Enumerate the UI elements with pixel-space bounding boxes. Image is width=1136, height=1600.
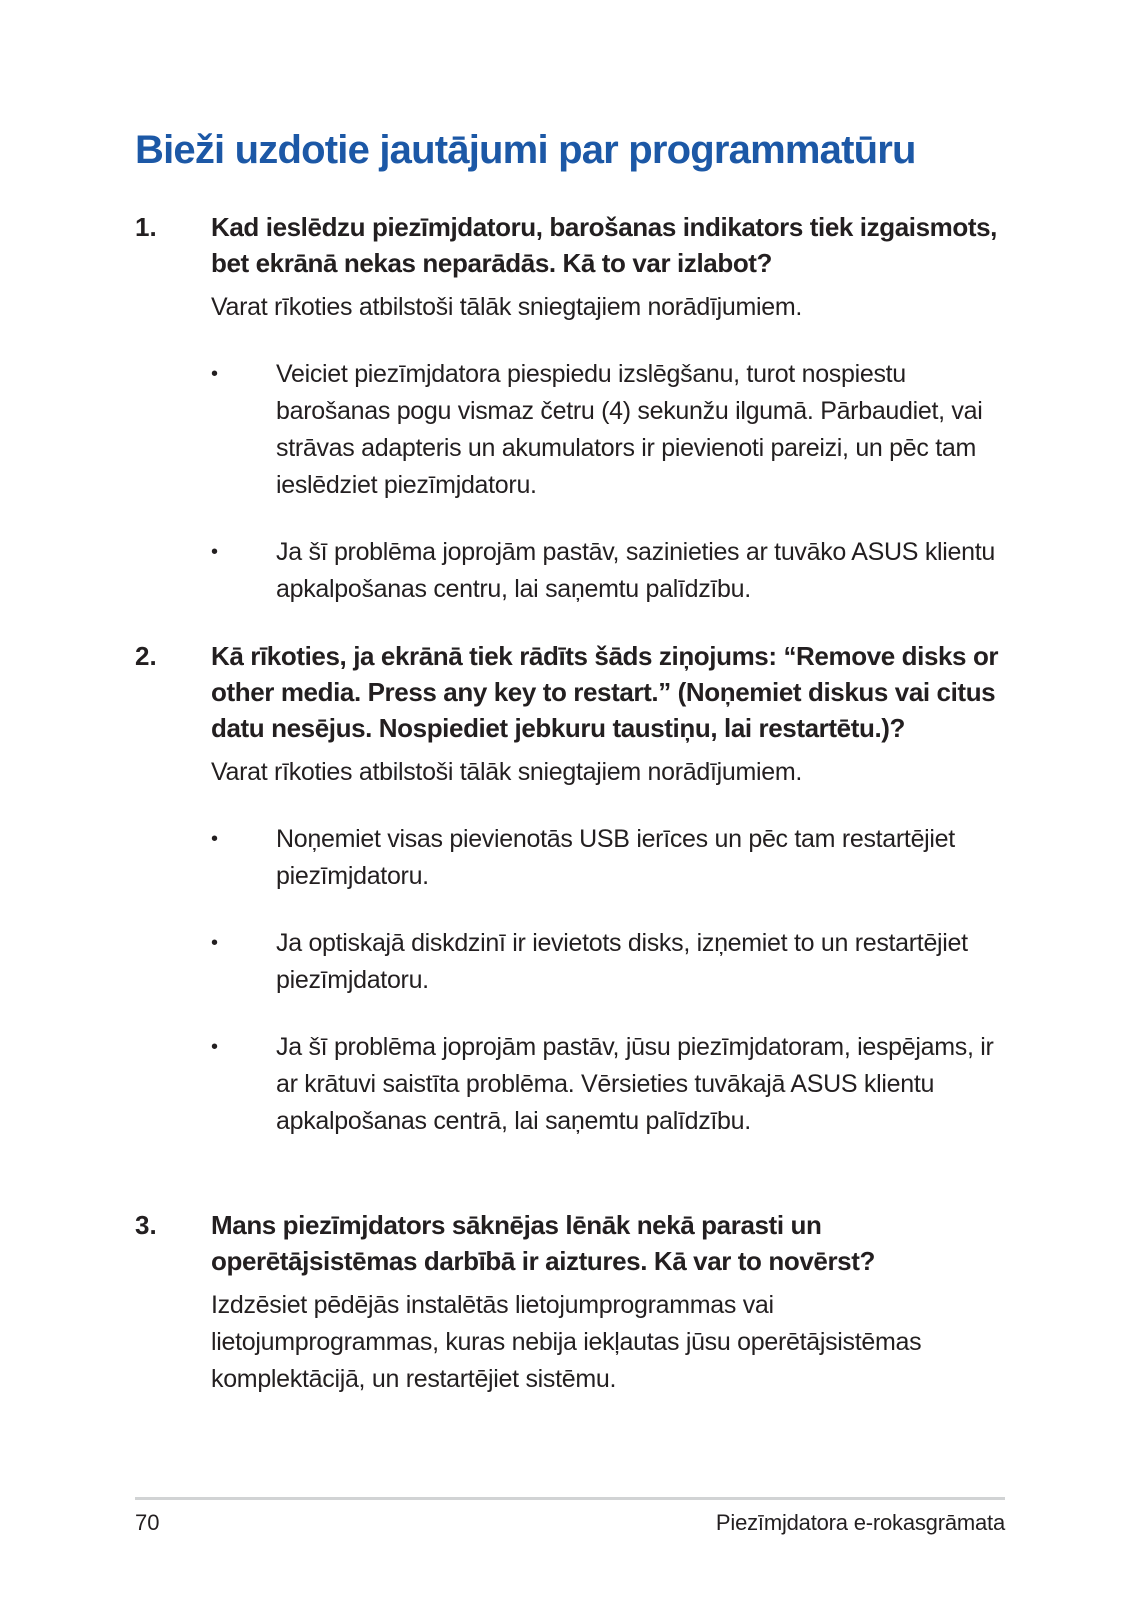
bullet-text: Ja optiskajā diskdzinī ir ievietots disks, izņemiet to un restartējiet piezīmjdatoru. [276, 929, 968, 994]
question-text: Kā rīkoties, ja ekrānā tiek rādīts šāds ziņojums: “Remove disks or other media. Press any key to restart.” (Noņemiet diskus vai citus datu nesējus. Nospiediet jebkuru taustiņu, lai restartētu.)? [211, 641, 999, 743]
page-number: 70 [135, 1510, 160, 1535]
bullet-item [211, 534, 1005, 608]
question-number: 3. [135, 1210, 157, 1240]
bullet-text: Ja šī problēma joprojām pastāv, sazinieties ar tuvāko ASUS klientu apkalpošanas centru, lai saņemtu palīdzību. [276, 538, 995, 603]
question-number: 1. [135, 212, 157, 242]
faq-item-1 [135, 209, 1005, 608]
faq-item-3 [135, 1207, 1005, 1398]
answer-text: Varat rīkoties atbilstoši tālāk sniegtajiem norādījumiem. [211, 293, 803, 321]
question-number: 2. [135, 641, 157, 671]
faq-item-2 [135, 638, 1005, 1140]
answer-text: Varat rīkoties atbilstoši tālāk sniegtajiem norādījumiem. [211, 758, 803, 786]
bullet-icon: • [211, 932, 218, 954]
bullet-item [211, 821, 1005, 895]
bullet-list [135, 821, 1005, 1140]
question-text: Kad ieslēdzu piezīmjdatoru, barošanas indikators tiek izgaismots, bet ekrānā nekas neparādās. Kā to var izlabot? [211, 212, 997, 278]
bullet-text: Veiciet piezīmjdatora piespiedu izslēgšanu, turot nospiestu barošanas pogu vismaz četru (4) sekunžu ilgumā. Pārbaudiet, vai strāvas adapteris un akumulators ir pievienoti pareizi, un pēc tam ieslēdziet piezīmjdatoru. [276, 360, 983, 499]
bullet-icon: • [211, 541, 218, 563]
bullet-text: Noņemiet visas pievienotās USB ierīces un pēc tam restartējiet piezīmjdatoru. [276, 825, 955, 890]
bullet-list [135, 356, 1005, 608]
bullet-icon: • [211, 363, 218, 385]
bullet-text: Ja šī problēma joprojām pastāv, jūsu piezīmjdatoram, iespējams, ir ar krātuvi saistīta problēma. Vērsieties tuvākajā ASUS klientu apkalpošanas centrā, lai saņemtu palīdzību. [276, 1033, 994, 1135]
answer-text: Izdzēsiet pēdējās instalētās lietojumprogrammas vai lietojumprogrammas, kuras nebija iekļautas jūsu operētājsistēmas komplektācijā, un restartējiet sistēmu. [211, 1291, 922, 1393]
bullet-icon: • [211, 1036, 218, 1058]
footer-divider [135, 1497, 1005, 1500]
bullet-item [211, 1029, 1005, 1140]
bullet-item [211, 925, 1005, 999]
question-text: Mans piezīmjdators sāknējas lēnāk nekā parasti un operētājsistēmas darbībā ir aiztures. Kā var to novērst? [211, 1210, 875, 1276]
manual-title: Piezīmjdatora e-rokasgrāmata [715, 1510, 1005, 1535]
bullet-item [211, 356, 1005, 504]
page-title: Bieži uzdotie jautājumi par programmatūru [135, 128, 916, 172]
bullet-icon: • [211, 828, 218, 850]
